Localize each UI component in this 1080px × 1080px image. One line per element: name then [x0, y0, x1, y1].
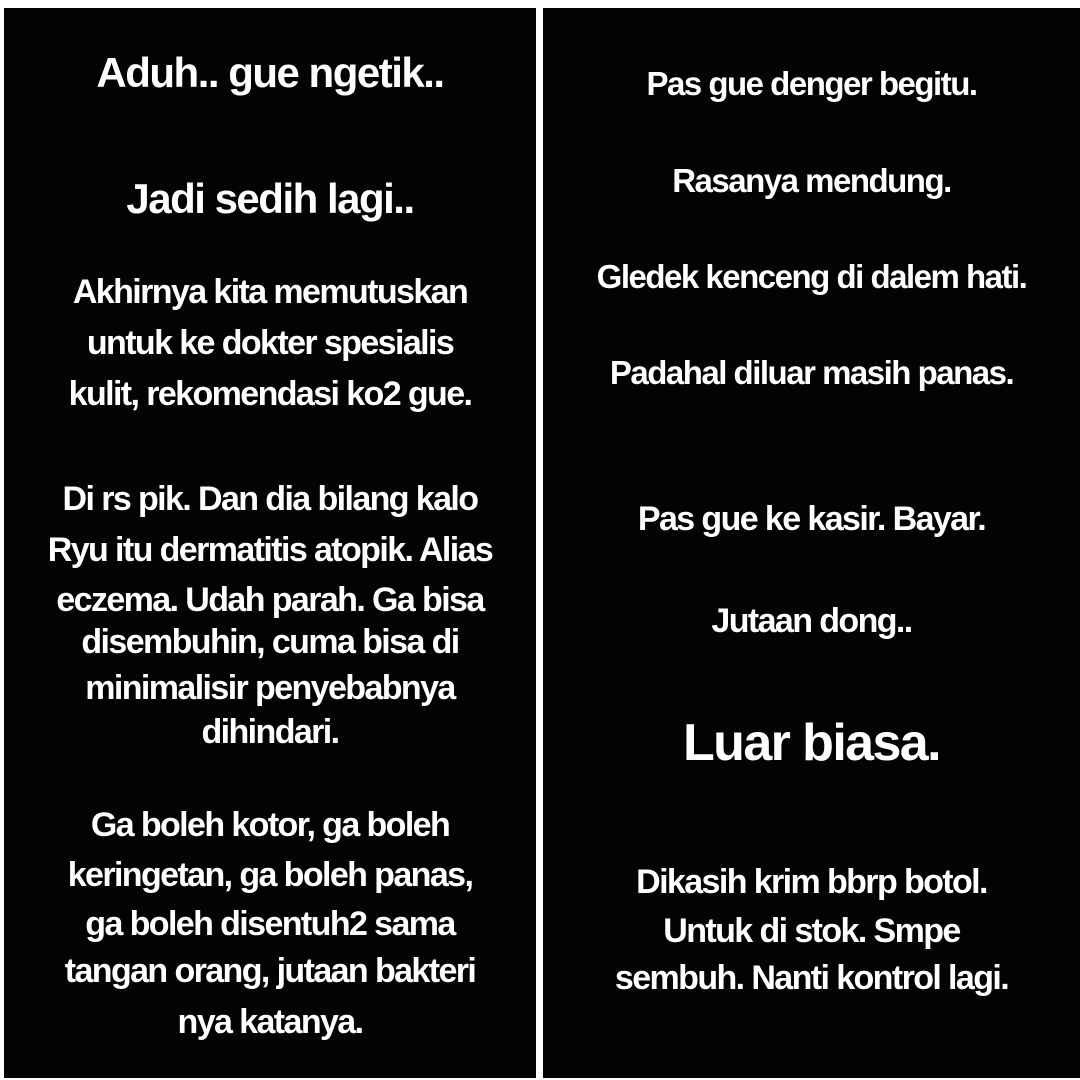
- left-paragraph-2-line-2: Ryu itu dermatitis atopik. Alias: [47, 531, 493, 569]
- right-paragraph-line-3: sembuh. Nanti kontrol lagi.: [614, 959, 1009, 997]
- left-paragraph-3-line-3: ga boleh disentuh2 sama: [85, 905, 455, 943]
- left-paragraph-3-line-1: Ga boleh kotor, ga boleh: [90, 806, 450, 844]
- left-paragraph-3-line-2: keringetan, ga boleh panas,: [67, 856, 473, 894]
- left-paragraph-1-line-3: kulit, rekomendasi ko2 gue.: [68, 375, 472, 413]
- right-paragraph-line-1: Dikasih krim bbrp botol.: [636, 863, 987, 901]
- left-title-2: Jadi sedih lagi..: [126, 175, 414, 222]
- right-line-4: Padahal diluar masih panas.: [609, 354, 1014, 391]
- left-paragraph-3-line-5: nya katanya.: [177, 1003, 363, 1041]
- left-text-panel: [4, 8, 536, 1078]
- right-line-1: Pas gue denger begitu.: [646, 65, 977, 102]
- right-line-5: Pas gue ke kasir. Bayar.: [637, 500, 986, 538]
- right-line-6: Jutaan dong..: [711, 602, 912, 640]
- right-paragraph-line-2: Untuk di stok. Smpe: [663, 912, 960, 950]
- left-paragraph-3-line-4: tangan orang, jutaan bakteri: [64, 952, 476, 990]
- left-title-1: Aduh.. gue ngetik..: [96, 49, 444, 96]
- left-paragraph-2-line-1: Di rs pik. Dan dia bilang kalo: [62, 480, 478, 518]
- left-paragraph-2-line-6: dihindari.: [201, 713, 339, 751]
- left-paragraph-2-line-5: minimalisir penyebabnya: [85, 669, 455, 707]
- left-paragraph-1-line-1: Akhirnya kita memutuskan: [72, 273, 468, 311]
- left-paragraph-1-line-2: untuk ke dokter spesialis: [86, 324, 454, 362]
- left-paragraph-2-line-3: eczema. Udah parah. Ga bisa: [56, 581, 484, 619]
- right-text-panel: [543, 8, 1080, 1078]
- right-line-2: Rasanya mendung.: [672, 162, 951, 199]
- left-paragraph-2-line-4: disembuhin, cuma bisa di: [81, 623, 459, 661]
- right-line-3: Gledek kenceng di dalem hati.: [596, 258, 1027, 295]
- right-line-7: Luar biasa.: [683, 714, 940, 772]
